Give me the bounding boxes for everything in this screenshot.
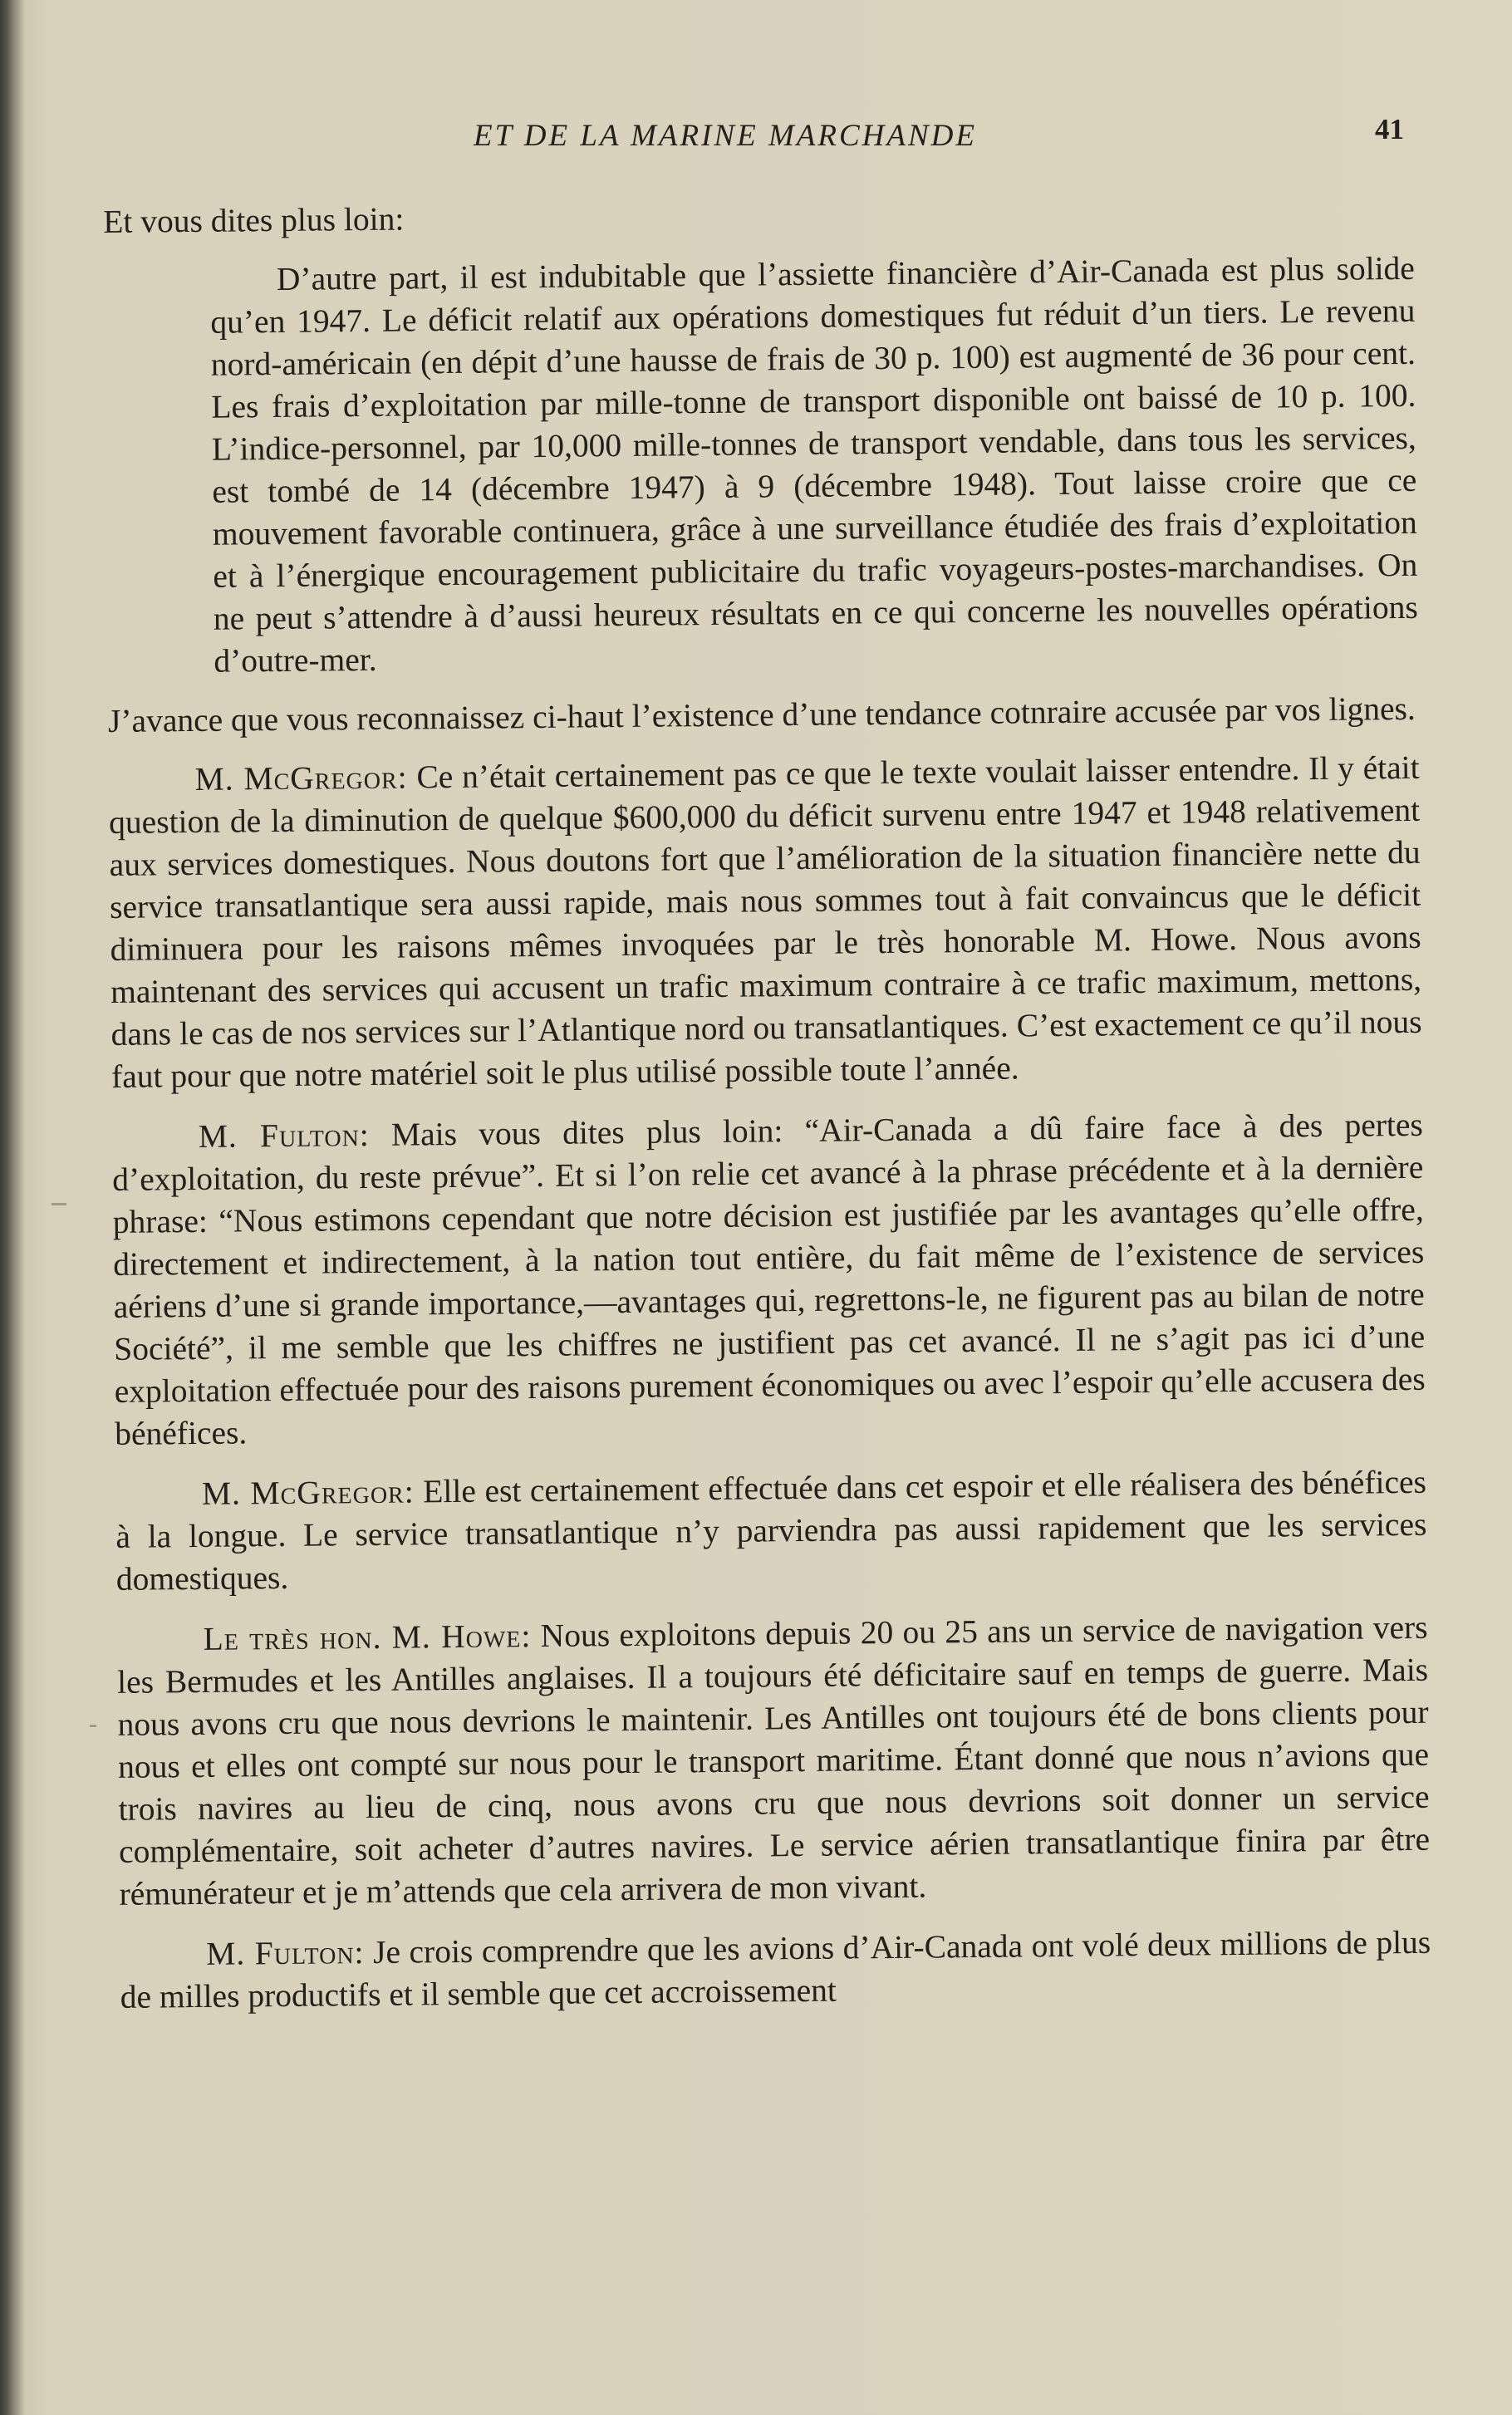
paragraph-mcgregor-1 bbox=[108, 747, 1422, 1098]
paragraph-text: Elle est certainement effectuée dans cet espoir et elle réalisera des bénéfices à la longue. Le service transatlantique n’y parviendra pas aussi rapidement que les services domestiques. bbox=[115, 1463, 1427, 1598]
paragraph-fulton-2 bbox=[120, 1922, 1431, 2019]
speaker-name: Le très hon. M. Howe: bbox=[203, 1617, 532, 1657]
speaker-name: M. McGregor: bbox=[194, 758, 408, 798]
paragraph-fulton-remark bbox=[108, 688, 1419, 743]
paragraph-mcgregor-2 bbox=[115, 1461, 1427, 1601]
page-header bbox=[100, 113, 1404, 160]
block-quote-text: D’autre part, il est indubitable que l’assiette financière d’Air-Canada est plus solide qu’en 1947. Le déficit relatif aux opérations domestiques fut réduit d’un tiers. Le revenu nord-américain (en dépit d’une hausse de frais de 30 p. 100) est augmenté de 36 pour cent. Les frais d’exploitation par mille-tonne de transport disponible ont baissé de 10 p. 100. L’indice-personnel, par 10,000 mille-tonnes de transport vendable, dans tous les services, est tombé de 14 (décembre 1947) à 9 (décembre 1948). Tout laisse croire que ce mouvement favorable continuera, grâce à une surveillance étudiée des frais d’exploitation et à l’énergique encouragement publicitaire du trafic voyageurs-postes-marchandises. On ne peut s’attendre à d’aussi heureux résultats en ce qui concerne les nouvelles opérations d’outre-mer. bbox=[210, 249, 1418, 680]
page-body bbox=[103, 189, 1431, 2037]
intro-line bbox=[103, 189, 1414, 243]
paragraph-text: Ce n’était certainement pas ce que le texte voulait laisser entendre. Il y était question de la diminution de quelque $600,000 du déficit survenu entre 1947 et 1948 relativement aux services domestiques. Nous doutons fort que l’amélioration de la situation financière nette du service transatlantique sera aussi rapide, mais nous sommes tout à fait convaincus que le déficit diminuera pour les raisons mêmes invoquées par le très honorable M. Howe. Nous avons maintenant des services qui accusent un trafic maximum contraire à ce trafic maximum, mettons, dans le cas de nos services sur l’Atlantique nord ou transatlantiques. C’est exactement ce qu’il nous faut pour que notre matériel soit le plus utilisé possible toute l’année. bbox=[108, 749, 1422, 1095]
speaker-name: M. Fulton: bbox=[198, 1116, 370, 1155]
speaker-name: M. McGregor: bbox=[201, 1473, 415, 1512]
paragraph-text: Je crois comprendre que les avions d’Air-Canada ont volé deux millions de plus de milles productifs et il semble que cet accroissement bbox=[120, 1923, 1431, 2015]
book-spine-shadow bbox=[0, 0, 25, 2415]
block-quote bbox=[210, 248, 1419, 683]
page-number: 41 bbox=[1375, 113, 1404, 145]
paragraph-fulton-1 bbox=[112, 1104, 1426, 1455]
paragraph-text: Nous exploitons depuis 20 ou 25 ans un service de navigation vers les Bermudes et les Antilles anglaises. Il a toujours été déficitaire sauf en temps de guerre. Mais nous avons cru que nous devrions le maintenir. Les Antilles ont toujours été de bons clients pour nous et elles ont compté sur nous pour le transport maritime. Étant donné que nous n’avions que trois navires au lieu de cinq, nous avons cru que nous devrions soit donner un service complémentaire, soit acheter d’autres navires. Le service aérien transatlantique finira par être rémunérateur et je m’attends que cela arrivera de mon vivant. bbox=[116, 1608, 1431, 1912]
running-title: ET DE LA MARINE MARCHANDE bbox=[474, 119, 977, 153]
speaker-name: M. Fulton: bbox=[206, 1934, 365, 1972]
margin-mark bbox=[52, 1203, 66, 1205]
paragraph-text: Mais vous dites plus loin: “Air-Canada a dû faire face à des pertes d’exploitation, du reste prévue”. Et si l’on relie cet avancé à la phrase précédente et à la dernière phrase: “Nous estimons cependant que notre décision est justifiée par les avantages qu’elle offre, directement et indirectement, à la nation tout entière, du fait même de l’existence de services aériens d’une si grande importance,—avantages qui, regrettons-le, ne figurent pas au bilan de notre Société”, il me semble que les chiffres ne justifient pas cet avancé. Il ne s’agit pas ici d’une exploitation effectuée pour des raisons purement économiques ou avec l’espoir qu’elle accusera des bénéfices. bbox=[112, 1106, 1426, 1452]
intro-line-text: Et vous dites plus loin: bbox=[103, 200, 405, 240]
paragraph-howe bbox=[116, 1607, 1430, 1916]
margin-mark bbox=[90, 1725, 96, 1727]
paragraph-text: J’avance que vous reconnaissez ci-haut l’existence d’une tendance cotnraire accusée par vos lignes. bbox=[107, 690, 1416, 739]
